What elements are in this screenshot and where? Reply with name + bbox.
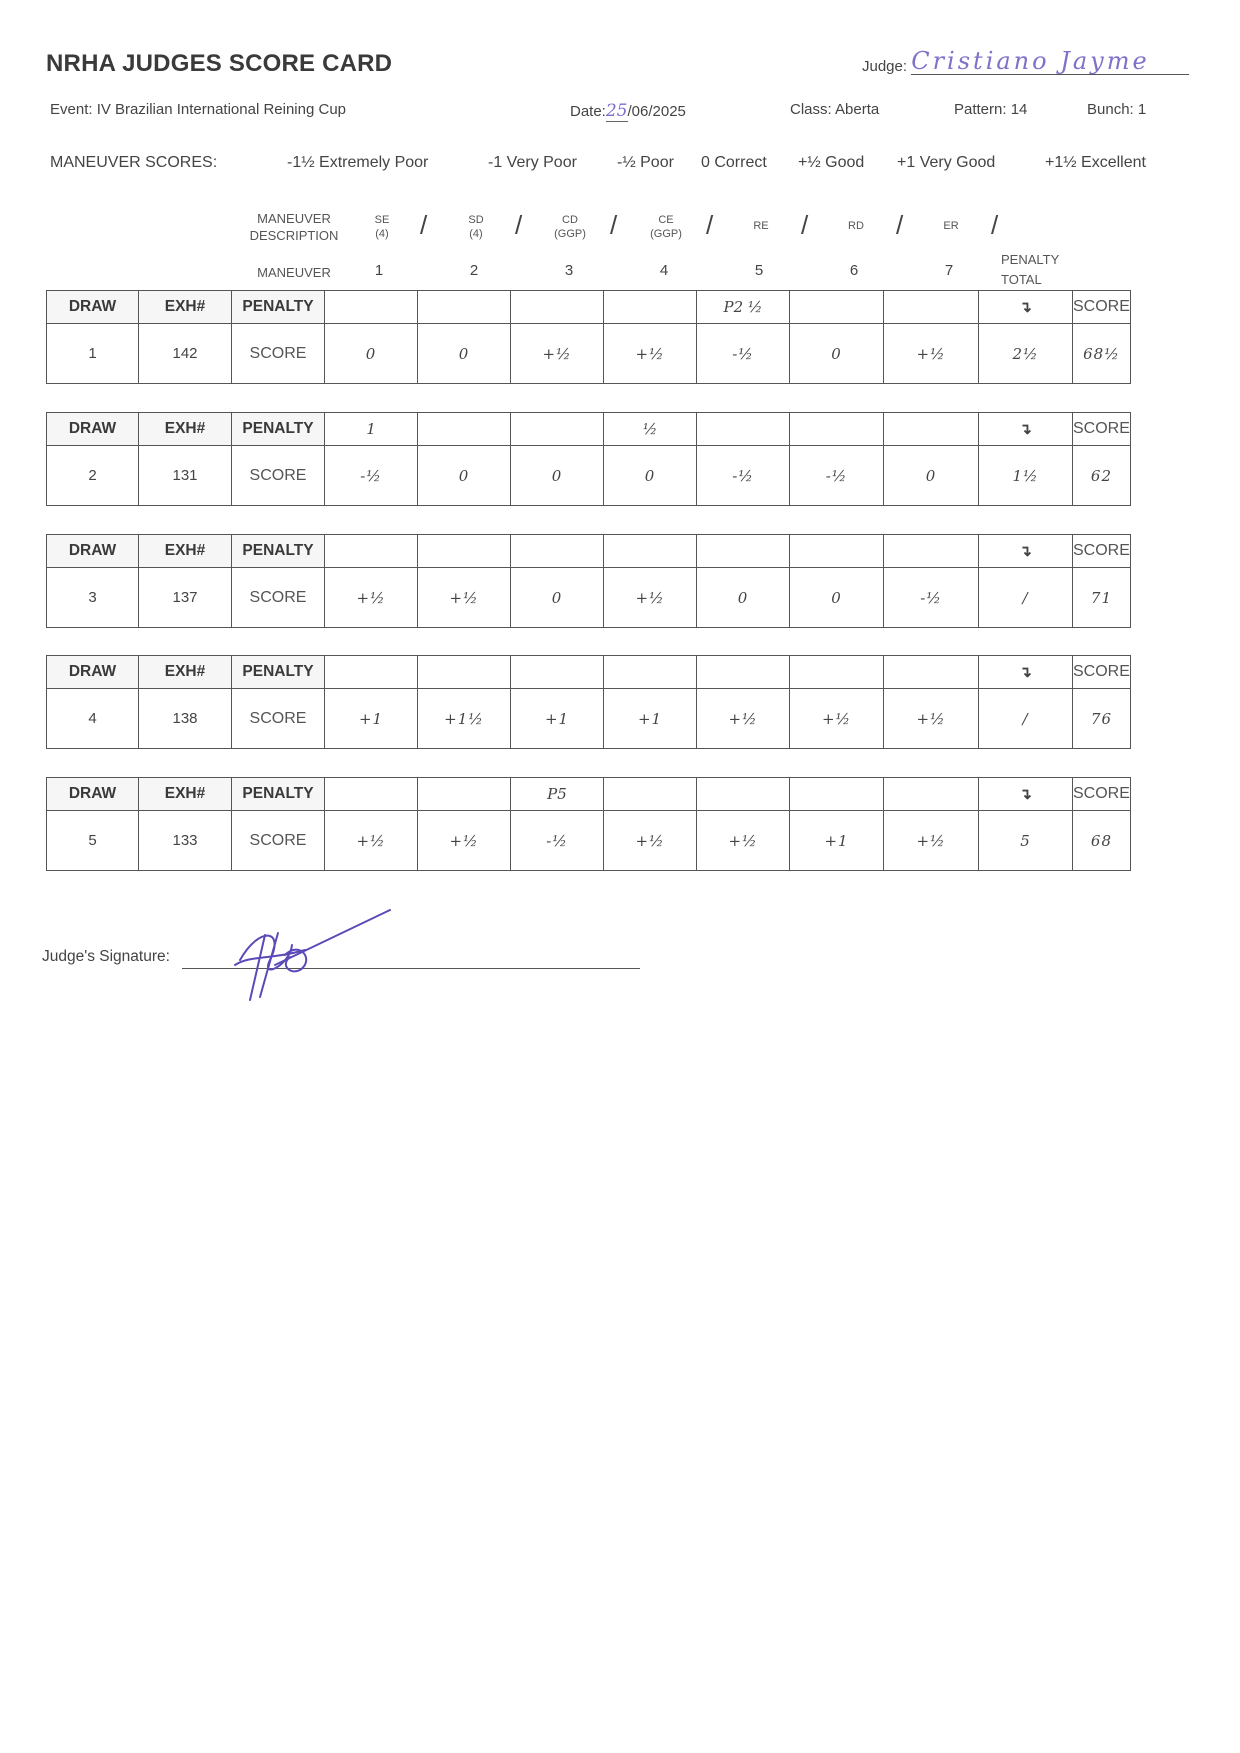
- maneuver-code: ER: [943, 220, 959, 232]
- penalty-cell: [790, 778, 884, 811]
- maneuver-score: +½: [790, 689, 884, 749]
- score-label: SCORE: [232, 811, 325, 871]
- maneuver-score: +½: [325, 568, 418, 628]
- total-score: 71: [1073, 568, 1131, 628]
- exh-header: EXH#: [139, 413, 232, 446]
- penalty-cell: P2 ½: [697, 291, 790, 324]
- maneuver-score: 0: [790, 568, 884, 628]
- penalty-header: PENALTY: [232, 778, 325, 811]
- penalty-cell: [511, 413, 604, 446]
- exh-header: EXH#: [139, 291, 232, 324]
- slash-divider: /: [515, 210, 523, 240]
- maneuver-code: CD (GGP): [554, 214, 586, 240]
- exhibitor-number: 138: [139, 689, 232, 749]
- maneuver-score: -½: [790, 446, 884, 506]
- draw-number: 5: [47, 811, 139, 871]
- penalty-arrow-icon: ↴: [979, 535, 1073, 568]
- penalty-cell: [697, 413, 790, 446]
- maneuver-score: +½: [697, 811, 790, 871]
- exh-header: EXH#: [139, 535, 232, 568]
- maneuver-score: 0: [418, 324, 511, 384]
- legend-item: -1 Very Poor: [488, 154, 577, 171]
- date-day-handwritten: 25: [605, 101, 628, 121]
- penalty-total: 5: [979, 811, 1073, 871]
- score-row-table: [46, 777, 1131, 871]
- legend-label: MANEUVER SCORES:: [50, 154, 218, 171]
- maneuver-score: 0: [325, 324, 418, 384]
- maneuver-number: 7: [944, 262, 954, 279]
- penalty-cell: 1: [325, 413, 418, 446]
- score-header: SCORE: [1073, 656, 1131, 689]
- maneuver-score: -½: [884, 568, 979, 628]
- event-text: Event: IV Brazilian International Reining Cup: [50, 101, 347, 118]
- draw-number: 2: [47, 446, 139, 506]
- penalty-cell: [790, 535, 884, 568]
- penalty-cell: [325, 656, 418, 689]
- maneuver-score: +1: [604, 689, 697, 749]
- draw-header: DRAW: [47, 778, 139, 811]
- maneuver-number: 5: [754, 262, 764, 279]
- exhibitor-number: 133: [139, 811, 232, 871]
- maneuver-score: +½: [418, 811, 511, 871]
- maneuver-code: SD (4): [468, 214, 484, 240]
- date-field: [570, 101, 686, 121]
- penalty-cell: [418, 778, 511, 811]
- penalty-cell: [604, 535, 697, 568]
- slash-divider: /: [991, 210, 999, 240]
- legend-item: -½ Poor: [617, 154, 674, 171]
- maneuver-description-label: MANEUVER DESCRIPTION: [249, 211, 339, 243]
- penalty-cell: [511, 656, 604, 689]
- maneuver-score: +½: [604, 324, 697, 384]
- draw-header: DRAW: [47, 535, 139, 568]
- total-score: 76: [1073, 689, 1131, 749]
- maneuver-label: MANEUVER: [257, 265, 331, 280]
- maneuver-score: +1: [790, 811, 884, 871]
- maneuver-number: 3: [564, 262, 574, 279]
- exhibitor-number: 142: [139, 324, 232, 384]
- maneuver-score: 0: [604, 446, 697, 506]
- maneuver-score: +½: [604, 811, 697, 871]
- penalty-arrow-icon: ↴: [979, 656, 1073, 689]
- penalty-header: PENALTY: [232, 291, 325, 324]
- signature-mark: [230, 905, 400, 1005]
- penalty-cell: [697, 778, 790, 811]
- draw-header: DRAW: [47, 413, 139, 446]
- legend-item: +1 Very Good: [897, 154, 996, 171]
- penalty-cell: [325, 291, 418, 324]
- penalty-total-label: PENALTY TOTAL: [1001, 252, 1060, 287]
- maneuver-score: +1: [511, 689, 604, 749]
- penalty-cell: [325, 535, 418, 568]
- maneuver-number: 6: [849, 262, 859, 279]
- maneuver-score: +1: [325, 689, 418, 749]
- penalty-header: PENALTY: [232, 413, 325, 446]
- draw-number: 1: [47, 324, 139, 384]
- maneuver-score: +1½: [418, 689, 511, 749]
- maneuver-score: 0: [697, 568, 790, 628]
- slash-divider: /: [706, 210, 714, 240]
- legend-item: -1½ Extremely Poor: [287, 154, 429, 171]
- legend-item: 0 Correct: [701, 154, 767, 171]
- penalty-total: 1½: [979, 446, 1073, 506]
- maneuver-score: -½: [511, 811, 604, 871]
- penalty-cell: [325, 778, 418, 811]
- penalty-cell: [697, 656, 790, 689]
- score-row-table: [46, 290, 1131, 384]
- maneuver-score: -½: [325, 446, 418, 506]
- maneuver-score: 0: [790, 324, 884, 384]
- score-label: SCORE: [232, 446, 325, 506]
- exh-header: EXH#: [139, 778, 232, 811]
- penalty-cell: [604, 656, 697, 689]
- exhibitor-number: 131: [139, 446, 232, 506]
- exh-header: EXH#: [139, 656, 232, 689]
- class-text: Class: Aberta: [790, 101, 880, 118]
- score-header: SCORE: [1073, 778, 1131, 811]
- penalty-cell: [418, 413, 511, 446]
- score-header: SCORE: [1073, 291, 1131, 324]
- penalty-cell: [604, 291, 697, 324]
- penalty-cell: [790, 413, 884, 446]
- penalty-header: PENALTY: [232, 535, 325, 568]
- page-title: NRHA JUDGES SCORE CARD: [46, 50, 393, 77]
- maneuver-score: +½: [604, 568, 697, 628]
- penalty-cell: [418, 535, 511, 568]
- maneuver-number: 2: [469, 262, 479, 279]
- slash-divider: /: [801, 210, 809, 240]
- maneuver-code: SE (4): [374, 214, 390, 240]
- penalty-cell: [884, 656, 979, 689]
- penalty-cell: [884, 535, 979, 568]
- maneuver-code: RD: [848, 220, 864, 232]
- penalty-arrow-icon: ↴: [979, 291, 1073, 324]
- penalty-cell: [604, 778, 697, 811]
- maneuver-score: 0: [511, 568, 604, 628]
- penalty-total: /: [979, 568, 1073, 628]
- maneuver-score: -½: [697, 446, 790, 506]
- penalty-cell: [418, 656, 511, 689]
- maneuver-score: 0: [418, 446, 511, 506]
- penalty-arrow-icon: ↴: [979, 413, 1073, 446]
- score-row-table: [46, 412, 1131, 506]
- penalty-cell: [790, 291, 884, 324]
- draw-number: 4: [47, 689, 139, 749]
- total-score: 68: [1073, 811, 1131, 871]
- pattern-text: Pattern: 14: [954, 101, 1028, 118]
- score-label: SCORE: [232, 689, 325, 749]
- slash-divider: /: [610, 210, 618, 240]
- judge-name-handwritten: Cristiano Jayme: [911, 48, 1189, 75]
- draw-number: 3: [47, 568, 139, 628]
- penalty-cell: [884, 778, 979, 811]
- penalty-cell: [511, 291, 604, 324]
- maneuver-score: +½: [511, 324, 604, 384]
- exhibitor-number: 137: [139, 568, 232, 628]
- penalty-cell: ½: [604, 413, 697, 446]
- penalty-cell: [511, 535, 604, 568]
- bunch-text: Bunch: 1: [1087, 101, 1147, 118]
- penalty-arrow-icon: ↴: [979, 778, 1073, 811]
- penalty-cell: P5: [511, 778, 604, 811]
- penalty-header: PENALTY: [232, 656, 325, 689]
- maneuver-score: +½: [325, 811, 418, 871]
- draw-header: DRAW: [47, 291, 139, 324]
- maneuver-code: RE: [753, 220, 769, 232]
- score-label: SCORE: [232, 568, 325, 628]
- penalty-cell: [884, 413, 979, 446]
- date-rest: /06/2025: [627, 103, 686, 120]
- score-label: SCORE: [232, 324, 325, 384]
- maneuver-score: +½: [418, 568, 511, 628]
- score-row-table: [46, 534, 1131, 628]
- maneuver-score: +½: [884, 324, 979, 384]
- maneuver-score: 0: [884, 446, 979, 506]
- slash-divider: /: [896, 210, 904, 240]
- signature-label: Judge's Signature:: [42, 948, 170, 965]
- maneuver-number: 4: [659, 262, 669, 279]
- maneuver-score: +½: [884, 811, 979, 871]
- date-label: Date:: [570, 103, 606, 120]
- penalty-cell: [697, 535, 790, 568]
- legend-item: +1½ Excellent: [1045, 154, 1146, 171]
- draw-header: DRAW: [47, 656, 139, 689]
- penalty-total: 2½: [979, 324, 1073, 384]
- legend-item: +½ Good: [798, 154, 865, 171]
- maneuver-score: 0: [511, 446, 604, 506]
- maneuver-score: +½: [697, 689, 790, 749]
- penalty-total: /: [979, 689, 1073, 749]
- score-header: SCORE: [1073, 413, 1131, 446]
- maneuver-score: +½: [884, 689, 979, 749]
- maneuver-number: 1: [374, 262, 384, 279]
- penalty-cell: [884, 291, 979, 324]
- score-row-table: [46, 655, 1131, 749]
- maneuver-code: CE (GGP): [650, 214, 682, 240]
- slash-divider: /: [420, 210, 428, 240]
- total-score: 62: [1073, 446, 1131, 506]
- penalty-cell: [790, 656, 884, 689]
- maneuver-score: -½: [697, 324, 790, 384]
- judge-field: [862, 48, 1192, 75]
- total-score: 68½: [1073, 324, 1131, 384]
- judge-label: Judge:: [862, 58, 908, 75]
- score-header: SCORE: [1073, 535, 1131, 568]
- penalty-cell: [418, 291, 511, 324]
